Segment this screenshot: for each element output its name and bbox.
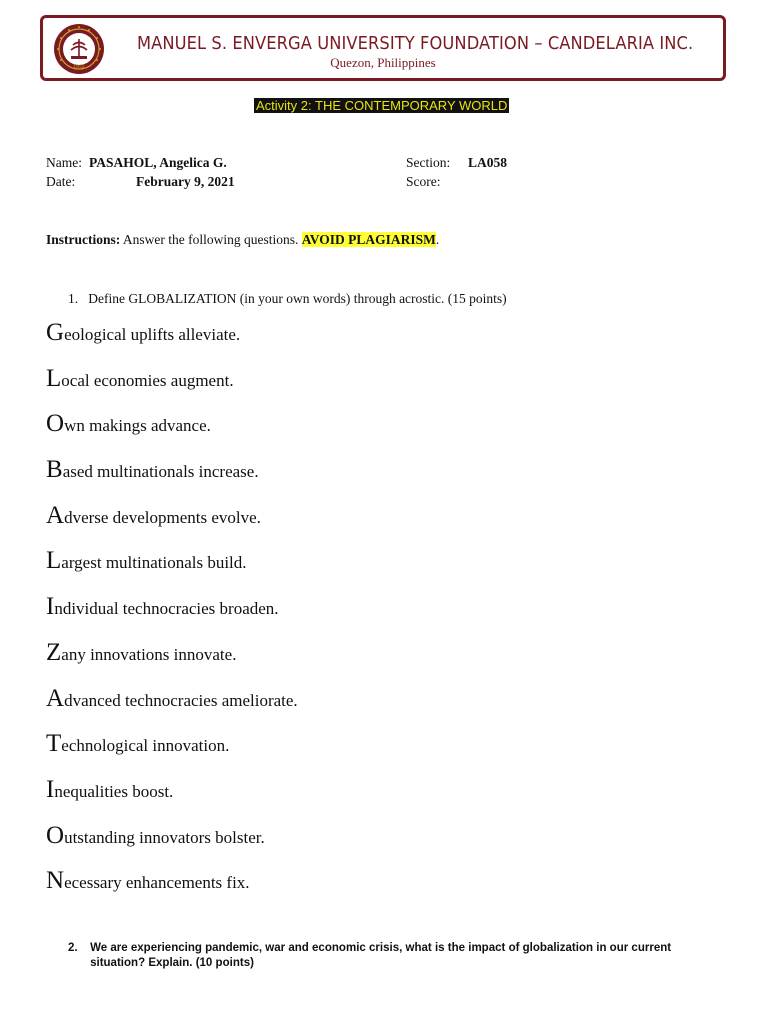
acrostic-letter: N — [46, 867, 65, 895]
acrostic-text: ocal economies augment. — [61, 370, 234, 390]
acrostic-line — [46, 868, 298, 914]
question-2-number: 2. — [68, 940, 78, 954]
acrostic-letter: O — [46, 821, 65, 849]
instructions-label: Instructions: — [46, 232, 121, 247]
acrostic-text: eological uplifts alleviate. — [64, 325, 241, 344]
acrostic-text: ecessary enhancements fix. — [64, 873, 250, 893]
acrostic-line — [46, 594, 298, 640]
question-1-number: 1. — [68, 291, 79, 306]
section-label: Section: — [406, 155, 451, 170]
acrostic-letter: G — [46, 319, 65, 346]
question-2 — [68, 940, 702, 970]
name-value: PASAHOL, Angelica G. — [89, 155, 227, 170]
acrostic-line — [46, 686, 298, 732]
acrostic-letter: I — [46, 775, 55, 803]
acrostic-text: ased multinationals increase. — [62, 462, 259, 482]
section-value: LA058 — [468, 155, 508, 170]
acrostic-line — [46, 366, 298, 412]
acrostic-text: ndividual technocracies broaden. — [54, 599, 279, 619]
acrostic-line — [46, 640, 298, 686]
seal-year: 1952 — [73, 65, 85, 70]
activity-title: Activity 2: THE CONTEMPORARY WORLD — [256, 98, 508, 113]
acrostic-letter: A — [46, 501, 65, 529]
acrostic-text: argest multinationals build. — [61, 553, 247, 573]
acrostic-text: nequalities boost. — [54, 781, 174, 801]
acrostic-text: utstanding innovators bolster. — [64, 827, 265, 847]
instructions — [46, 232, 439, 248]
acrostic-letter: L — [46, 547, 62, 575]
question-2-text: We are experiencing pandemic, war and economic crisis, what is the impact of globalization in our current situation? Explain. (10 points) — [90, 940, 672, 969]
acrostic-text: any innovations innovate. — [61, 644, 237, 664]
acrostic-line — [46, 548, 298, 594]
acrostic-text: wn makings advance. — [64, 416, 211, 436]
acrostic-line — [46, 731, 298, 777]
acrostic-line — [46, 777, 298, 823]
acrostic-letter: T — [46, 730, 62, 758]
acrostic-letter: L — [46, 364, 62, 392]
date-value: February 9, 2021 — [136, 174, 235, 189]
acrostic-answer — [46, 320, 298, 914]
acrostic-letter: I — [46, 593, 55, 621]
acrostic-letter: Z — [46, 638, 62, 666]
acrostic-line — [46, 320, 298, 366]
acrostic-line — [46, 823, 298, 869]
question-1 — [68, 291, 507, 307]
acrostic-letter: A — [46, 684, 65, 712]
name-label: Name: — [46, 155, 82, 170]
acrostic-letter: B — [46, 456, 63, 484]
university-header — [40, 15, 726, 81]
instructions-text: Answer the following questions. — [120, 232, 302, 247]
plagiarism-warning: AVOID PLAGIARISM — [301, 232, 436, 247]
acrostic-line — [46, 503, 298, 549]
acrostic-letter: O — [46, 410, 65, 438]
acrostic-line — [46, 457, 298, 503]
acrostic-text: dverse developments evolve. — [64, 507, 261, 527]
university-name: MANUEL S. ENVERGA UNIVERSITY FOUNDATION – CANDELARIA INC. — [137, 34, 694, 54]
date-label: Date: — [46, 174, 76, 189]
instructions-end: . — [435, 232, 440, 247]
acrostic-line — [46, 411, 298, 457]
university-location: Quezon, Philippines — [330, 55, 436, 70]
score-label: Score: — [406, 174, 441, 189]
question-1-text: Define GLOBALIZATION (in your own words) through acrostic. (15 points) — [88, 291, 507, 306]
acrostic-text: echnological innovation. — [61, 736, 230, 756]
acrostic-text: dvanced technocracies ameliorate. — [64, 690, 298, 710]
